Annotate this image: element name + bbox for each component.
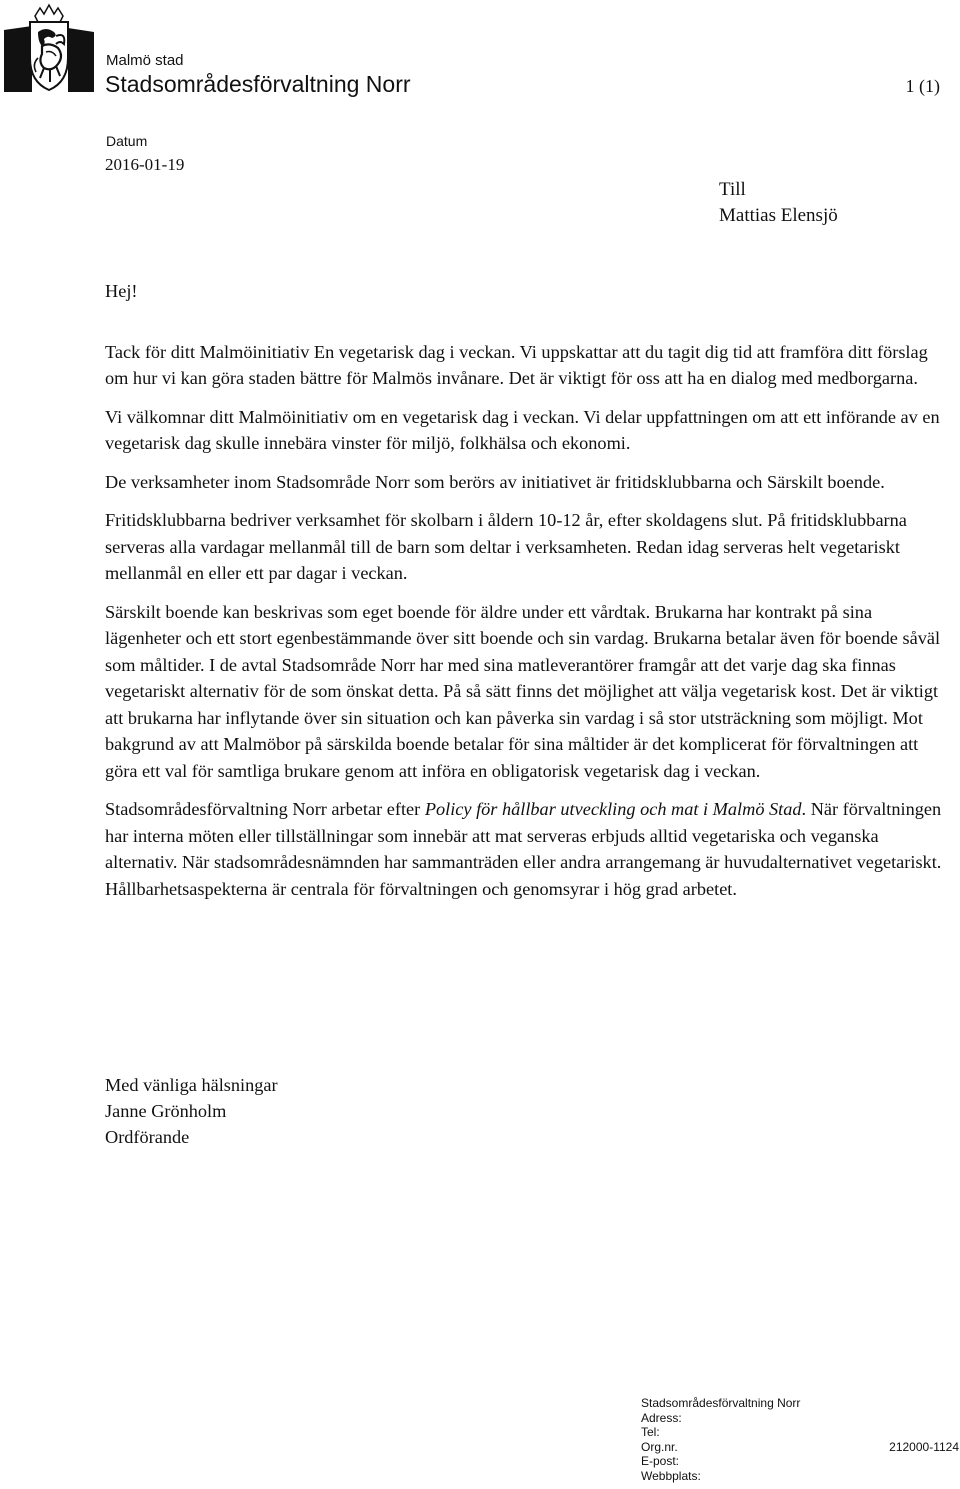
signatory-name: Janne Grönholm <box>105 1101 227 1121</box>
policy-text-after: . När förvaltningen har interna möten eller tillställningar som innebär att mat serveras erbjuds alltid vegetariska och veganska alternativ. När stadsområdesnämnden har sammanträden eller andra arrangemang är huvudalternativet vegetariskt. Hållbarhetsaspekterna är centrala för förvaltningen och genomsyrar i hög grad arbetet. <box>105 799 942 899</box>
footer-orgnr-label: Org.nr. <box>641 1439 678 1454</box>
recipient-block <box>719 177 838 229</box>
paragraph-youth-clubs: Fritidsklubbarna bedriver verksamhet för skolbarn i åldern 10-12 år, efter skoldagens slut. På fritidsklubbarna serveras alla vardagar mellanmål till de barn som deltar i verksamheten. Redan idag serveras helt vegetariskt mellanmål en eller ett par dagar i veckan. <box>105 510 907 583</box>
footer-phone-label: Tel: <box>641 1425 660 1440</box>
paragraph-thanks: Tack för ditt Malmöinitiativ En vegetarisk dag i veckan. Vi uppskattar att du tagit dig tid att framföra ditt förslag om hur vi kan göra staden bättre för Malmös invånare. Det är viktigt för oss att ha en dialog med medborgarna. <box>105 341 928 388</box>
paragraph-special-housing: Särskilt boende kan beskrivas som eget boende för äldre under ett vårdtak. Brukarna har kontrakt på sina lägenheter och ett stort egenbestämmande över sitt boende och sin vardag. Brukarna betalar även för boende såväl som måltider. I de avtal Stadsområde Norr har med sina matleverantörer framgår att det varje dag ska finnas vegetariskt alternativ för de som önskat detta. På så sätt finns det möjlighet att välja vegetarisk kost. Det är viktigt att brukarna har inflytande över sin situation och kan påverka sin vardag i så stor utsträckning som möjligt. Mot bakgrund av att Malmöbor på särskilda boende betalar för sina måltider är det komplicerat för förvaltningen att göra ett val för samtliga brukare genom att införa en obligatorisk vegetarisk dag i veckan. <box>105 601 941 781</box>
footer-orgnr-value: 212000-1124 <box>889 1439 959 1454</box>
policy-title: Policy för hållbar utveckling och mat i Malmö Stad <box>424 799 802 819</box>
footer-address-label: Adress: <box>641 1410 682 1425</box>
malmo-crest-logo <box>2 2 96 94</box>
paragraph-welcome: Vi välkomnar ditt Malmöinitiativ om en vegetarisk dag i veckan. Vi delar uppfattningen om att ett införande av en vegetarisk dag skulle innebära vinster för miljö, folkhälsa och ekonomi. <box>105 406 940 453</box>
footer-email-label: E-post: <box>641 1454 680 1469</box>
recipient-label: Till <box>719 179 746 200</box>
page-number: 1 (1) <box>905 76 940 96</box>
footer-orgnr-row <box>641 1440 959 1455</box>
signatory-title: Ordförande <box>105 1127 190 1147</box>
org-name: Malmö stad <box>106 52 184 69</box>
date-value: 2016-01-19 <box>105 155 185 174</box>
signoff-block <box>105 1072 278 1150</box>
footer-website-label: Webbplats: <box>641 1468 701 1483</box>
paragraph-affected-units: De verksamheter inom Stadsområde Norr som berörs av initiativet är fritidsklubbarna och Särskilt boende. <box>105 471 885 492</box>
date-label: Datum <box>106 133 148 149</box>
letter-body <box>105 278 945 914</box>
recipient-name: Mattias Elensjö <box>719 205 838 226</box>
greeting: Hej! <box>105 281 138 301</box>
malmo-griffin-crest-icon <box>2 2 96 94</box>
department-title: Stadsområdesförvaltning Norr <box>105 71 411 97</box>
paragraph-policy <box>105 796 945 902</box>
policy-text-before: Stadsområdesförvaltning Norr arbetar efter <box>105 799 425 819</box>
footer-contact <box>641 1396 959 1484</box>
closing-phrase: Med vänliga hälsningar <box>105 1075 278 1095</box>
footer-dept: Stadsområdesförvaltning Norr <box>641 1396 801 1410</box>
